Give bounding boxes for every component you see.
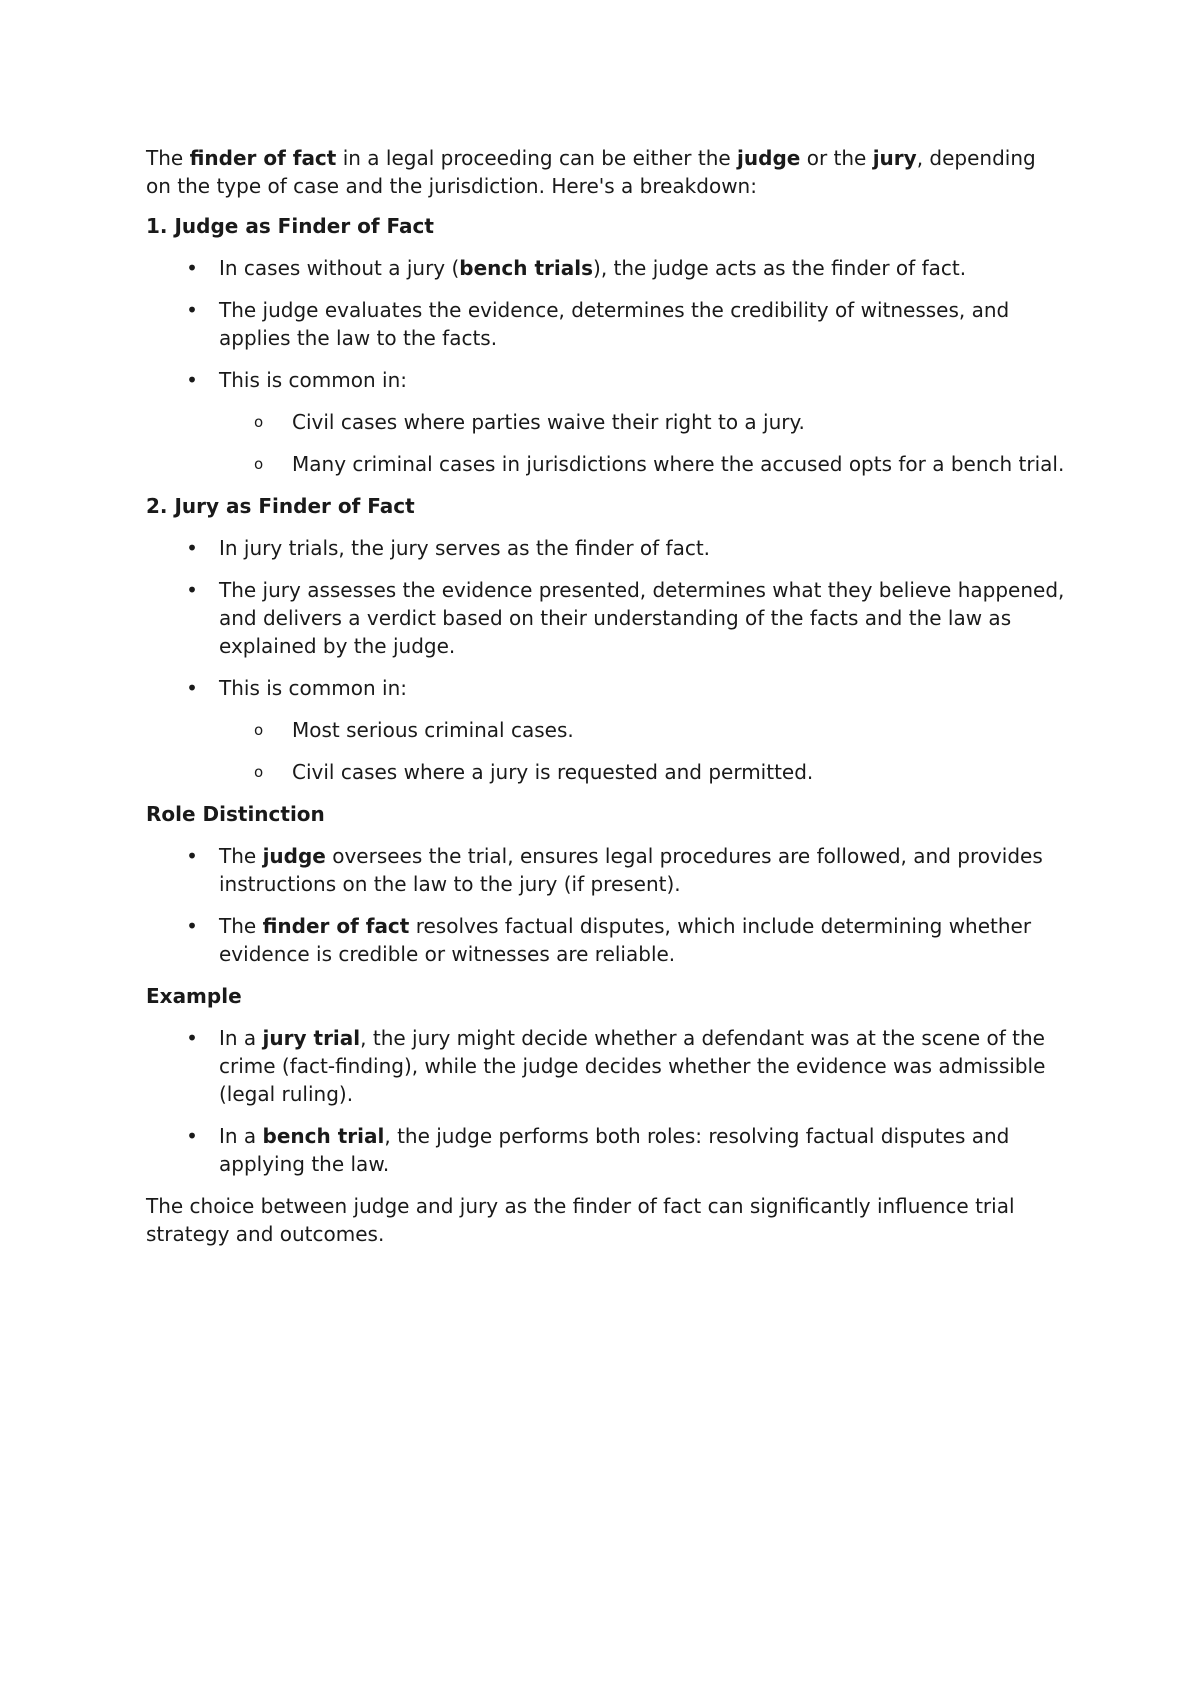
sub-bullet-icon: o — [254, 455, 264, 473]
bold-term: bench trial — [262, 1124, 385, 1148]
sub-list-item: o Many criminal cases in jurisdictions where the accused opts for a bench trial. — [254, 452, 1065, 476]
list-item: • In a bench trial, the judge performs both roles: resolving factual disputes and applying the law. — [146, 1122, 1066, 1178]
section-heading-example: Example — [146, 984, 242, 1008]
list-item: • In a jury trial, the jury might decide whether a defendant was at the scene of the crime (fact-finding), while the judge decides whether the evidence was admissible (legal ruling). — [146, 1024, 1066, 1108]
sub-list-judge — [219, 408, 1066, 478]
sub-list-jury — [219, 716, 1066, 786]
list-item: • The judge evaluates the evidence, determines the credibility of witnesses, and applies the law to the facts. — [146, 296, 1066, 352]
sub-bullet-icon: o — [254, 721, 264, 739]
bullet-list-jury — [146, 534, 1066, 786]
bullet-icon: • — [186, 256, 198, 280]
bullet-icon: • — [186, 578, 198, 602]
section-heading-role-distinction: Role Distinction — [146, 802, 325, 826]
list-item: • This is common in: o Civil cases where parties waive their right to a jury. o Many criminal cases in jurisdictions where the accused opts for a bench trial. — [146, 366, 1066, 478]
bullet-icon: • — [186, 1124, 198, 1148]
sub-list-item: o Civil cases where a jury is requested and permitted. — [254, 760, 814, 784]
bold-term: finder of fact — [189, 146, 337, 170]
list-item: • This is common in: o Most serious criminal cases. o Civil cases where a jury is requested and permitted. — [146, 674, 1066, 786]
closing-paragraph: The choice between judge and jury as the finder of fact can significantly influence trial strategy and outcomes. — [146, 1194, 1015, 1246]
bold-term: finder of fact — [262, 914, 410, 938]
bullet-icon: • — [186, 676, 198, 700]
sub-bullet-icon: o — [254, 413, 264, 431]
list-item: • In cases without a jury (bench trials), the judge acts as the finder of fact. — [146, 254, 1066, 282]
bold-term: jury — [872, 146, 917, 170]
section-heading-jury: 2. Jury as Finder of Fact — [146, 494, 415, 518]
bullet-icon: • — [186, 536, 198, 560]
sub-list-item: o Most serious criminal cases. — [254, 718, 574, 742]
bold-term: jury trial — [262, 1026, 361, 1050]
list-item: • The judge oversees the trial, ensures legal procedures are followed, and provides instructions on the law to the jury (if present). — [146, 842, 1066, 898]
bullet-list-judge — [146, 254, 1066, 478]
bold-term: bench trials — [459, 256, 594, 280]
section-heading-judge: 1. Judge as Finder of Fact — [146, 214, 434, 238]
bullet-icon: • — [186, 844, 198, 868]
list-item: • The finder of fact resolves factual disputes, which include determining whether evidence is credible or witnesses are reliable. — [146, 912, 1066, 968]
bullet-icon: • — [186, 914, 198, 938]
intro-paragraph: The finder of fact in a legal proceeding can be either the judge or the jury, depending on the type of case and the jurisdiction. Here's a breakdown: — [146, 146, 1036, 198]
bold-term: judge — [262, 844, 326, 868]
bullet-icon: • — [186, 1026, 198, 1050]
list-item: • In jury trials, the jury serves as the finder of fact. — [146, 534, 1066, 562]
sub-list-item: o Civil cases where parties waive their right to a jury. — [254, 410, 805, 434]
document-page — [146, 144, 1066, 1260]
bullet-icon: • — [186, 298, 198, 322]
bullet-icon: • — [186, 368, 198, 392]
bold-term: judge — [737, 146, 801, 170]
sub-bullet-icon: o — [254, 763, 264, 781]
list-item: • The jury assesses the evidence presented, determines what they believe happened, and delivers a verdict based on their understanding of the facts and the law as explained by the judge. — [146, 576, 1066, 660]
bullet-list-role — [146, 842, 1066, 968]
bullet-list-example — [146, 1024, 1066, 1178]
